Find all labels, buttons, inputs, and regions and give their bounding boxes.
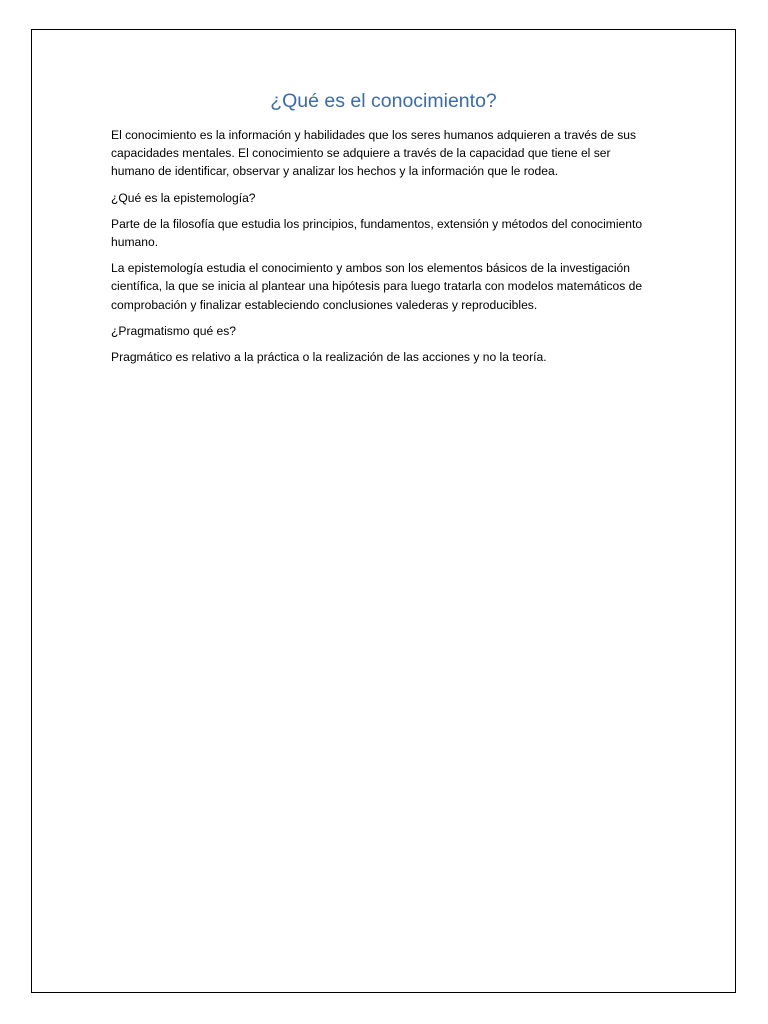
paragraph-definition-epistemologia: Parte de la filosofía que estudia los principios, fundamentos, extensión y métodos del conocimiento humano. xyxy=(111,216,643,250)
question-epistemologia: ¿Qué es la epistemología? xyxy=(111,190,256,205)
document-body xyxy=(111,126,651,374)
document-page xyxy=(31,29,736,993)
paragraph-epistemologia-estudia: La epistemología estudia el conocimiento y ambos son los elementos básicos de la investigación científica, la que se inicia al plantear una hipótesis para luego tratarla con modelos matemáticos de comprobación y finalizar estableciendo conclusiones valederas y reproducibles. xyxy=(111,261,643,312)
paragraph-definition-conocimiento: El conocimiento es la información y habilidades que los seres humanos adquieren a través de sus capacidades mentales. El conocimiento se adquiere a través de la capacidad que tiene el ser humano de identificar, observar y analizar los hechos y la información que le rodea. xyxy=(111,128,637,179)
document-title: ¿Qué es el conocimiento? xyxy=(270,90,497,112)
question-pragmatismo: ¿Pragmatismo qué es? xyxy=(111,323,237,338)
paragraph-definition-pragmatico: Pragmático es relativo a la práctica o la realización de las acciones y no la teoría. xyxy=(111,350,547,365)
